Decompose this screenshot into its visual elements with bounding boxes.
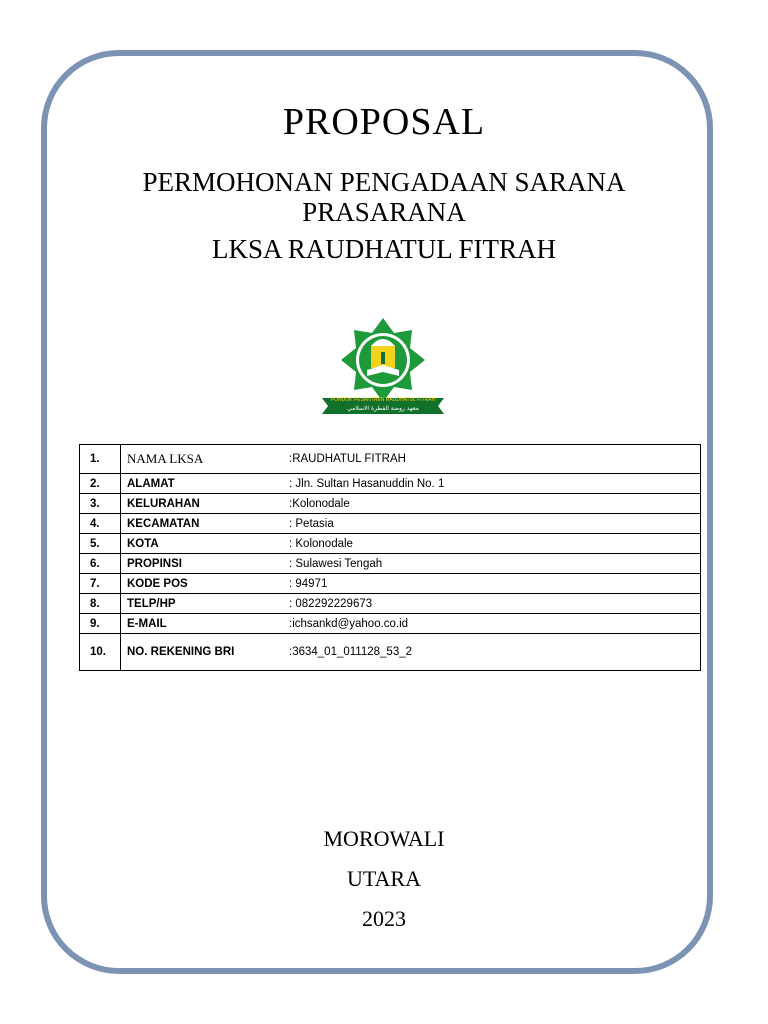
row-label: KELURAHAN xyxy=(121,494,284,514)
table-row xyxy=(80,554,701,574)
row-value: :RAUDHATUL FITRAH xyxy=(283,445,701,474)
organization-name: LKSA RAUDHATUL FITRAH xyxy=(211,234,556,264)
row-value: :ichsankd@yahoo.co.id xyxy=(283,614,701,634)
footer-location-line-1: MOROWALI xyxy=(323,826,445,851)
row-number: 1. xyxy=(80,445,121,474)
document-title: PROPOSAL xyxy=(282,101,486,143)
row-label: NO. REKENING BRI xyxy=(121,634,284,671)
table-row xyxy=(80,514,701,534)
row-label: E-MAIL xyxy=(121,614,284,634)
row-value: : Sulawesi Tengah xyxy=(283,554,701,574)
row-value: : Kolonodale xyxy=(283,534,701,554)
row-number: 9. xyxy=(80,614,121,634)
logo-candle xyxy=(381,352,385,364)
table-row xyxy=(80,445,701,474)
row-label: NAMA LKSA xyxy=(121,445,284,474)
row-label: KECAMATAN xyxy=(121,514,284,534)
table-row xyxy=(80,594,701,614)
row-value: :Kolonodale xyxy=(283,494,701,514)
table-row xyxy=(80,534,701,554)
table-row xyxy=(80,574,701,594)
footer-location-line-2: UTARA xyxy=(346,866,421,891)
row-number: 4. xyxy=(80,514,121,534)
row-number: 5. xyxy=(80,534,121,554)
row-value: : 082292229673 xyxy=(283,594,701,614)
footer-year: 2023 xyxy=(362,906,406,931)
row-value: : Petasia xyxy=(283,514,701,534)
row-value: : Jln. Sultan Hasanuddin No. 1 xyxy=(283,474,701,494)
row-number: 6. xyxy=(80,554,121,574)
table-row xyxy=(80,614,701,634)
subtitle-line-1: PERMOHONAN PENGADAAN SARANA xyxy=(142,167,626,197)
table-row xyxy=(80,634,701,671)
table-row xyxy=(80,474,701,494)
logo-arabic-text: معهد روضة الفطرة الاسلامي xyxy=(347,405,419,412)
row-number: 7. xyxy=(80,574,121,594)
identity-table xyxy=(79,444,701,671)
document-subtitle xyxy=(0,167,768,227)
row-number: 2. xyxy=(80,474,121,494)
row-label: TELP/HP xyxy=(121,594,284,614)
row-value: : 94971 xyxy=(283,574,701,594)
row-number: 3. xyxy=(80,494,121,514)
table-row xyxy=(80,494,701,514)
row-value: :3634_01_011128_53_2 xyxy=(283,634,701,671)
row-number: 10. xyxy=(80,634,121,671)
row-number: 8. xyxy=(80,594,121,614)
row-label: KOTA xyxy=(121,534,284,554)
row-label: KODE POS xyxy=(121,574,284,594)
row-label: ALAMAT xyxy=(121,474,284,494)
row-label: PROPINSI xyxy=(121,554,284,574)
subtitle-line-2: PRASARANA xyxy=(302,197,466,227)
logo-banner-text: PONDOK PESANTREN RAUDHATUL FITRAH xyxy=(330,397,436,403)
